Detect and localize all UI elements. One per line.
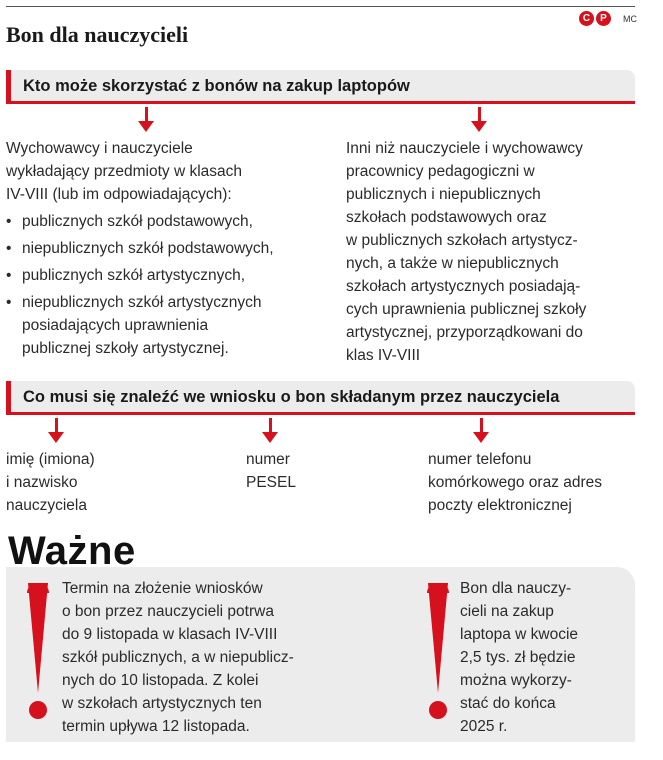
text-line: termin upływa 12 listopada. <box>62 718 250 735</box>
deadline-note <box>62 577 362 738</box>
list-item: • publicznych szkół podstawowych, <box>6 210 336 233</box>
page-title: Bon dla nauczycieli <box>6 22 189 47</box>
required-pesel <box>246 448 396 494</box>
text-line: w publicznych szkołach artystycz- <box>346 232 578 249</box>
school-type-list <box>6 210 336 360</box>
list-item: • publicznych szkół artystycznych, <box>6 264 336 287</box>
text-line: można wykorzy- <box>460 672 572 689</box>
text-line: klas IV-VIII <box>346 347 421 364</box>
text-line: 2025 r. <box>460 718 508 735</box>
important-title: Ważne <box>8 529 136 573</box>
section-heading-text: Co musi się znaleźć we wniosku o bon składanym przez nauczyciela <box>23 388 560 406</box>
text-line: stać do końca <box>460 695 556 712</box>
eligibility-other-staff <box>346 137 636 367</box>
text-line: laptopa w kwocie <box>460 626 579 643</box>
voucher-note <box>460 577 630 738</box>
text-line: poczty elektronicznej <box>428 497 572 514</box>
list-item: • niepublicznych szkół podstawowych, <box>6 237 336 260</box>
text-line: szkół publicznych, a w niepublicz- <box>62 649 294 666</box>
text-line: szkołach podstawowych oraz <box>346 209 547 226</box>
arrow-down-icon <box>262 418 278 444</box>
required-name <box>6 448 206 517</box>
text-line: numer telefonu <box>428 451 532 468</box>
list-item: • niepublicznych szkół artystycznych posiadających uprawnienia publicznej szkoły artystycznej. <box>6 291 336 360</box>
section-heading-application <box>6 381 635 415</box>
exclamation-icon <box>427 583 449 723</box>
text-line: komórkowego oraz adres <box>428 474 603 491</box>
text-line: cieli na zakup <box>460 603 554 620</box>
exclamation-icon <box>27 583 49 723</box>
text-line: 2,5 tys. zł będzie <box>460 649 576 666</box>
text-line: publicznych i niepublicznych <box>346 186 541 203</box>
text-line: w szkołach artystycznych ten <box>62 695 262 712</box>
arrow-down-icon <box>48 418 64 444</box>
text-line: cych uprawnienia publicznej szkoły <box>346 301 587 318</box>
text-line: pracownicy pedagogiczni w <box>346 163 535 180</box>
intro-line: Wychowawcy i nauczyciele <box>6 140 193 157</box>
text-line: Inni niż nauczyciele i wychowawcy <box>346 140 583 157</box>
brand-logo <box>579 11 637 26</box>
required-contact <box>428 448 660 517</box>
text-line: nych do 10 listopada. Z kolei <box>62 672 259 689</box>
section-heading-eligibility <box>6 70 635 104</box>
brand-c-icon: C <box>579 11 594 26</box>
arrow-down-icon <box>473 418 489 444</box>
section-heading-text: Kto może skorzystać z bonów na zakup laptopów <box>23 77 410 95</box>
intro-line: wykładający przedmioty w klasach <box>6 163 243 180</box>
author-initials: MC <box>623 13 637 24</box>
text-line: nauczyciela <box>6 497 87 514</box>
intro-line: IV-VIII (lub im odpowiadających): <box>6 186 232 203</box>
eligibility-teachers <box>6 137 336 360</box>
arrow-down-icon <box>138 107 154 133</box>
text-line: artystycznej, przyporządkowani do <box>346 324 583 341</box>
text-line: numer <box>246 451 290 468</box>
arrow-down-icon <box>471 107 487 133</box>
text-line: szkołach artystycznych posiadają- <box>346 278 581 295</box>
top-rule <box>6 6 635 7</box>
text-line: imię (imiona) <box>6 451 95 468</box>
text-line: o bon przez nauczycieli potrwa <box>62 603 274 620</box>
text-line: nych, a także w niepublicznych <box>346 255 559 272</box>
text-line: i nazwisko <box>6 474 78 491</box>
text-line: Termin na złożenie wniosków <box>62 580 263 597</box>
text-line: do 9 listopada w klasach IV-VIII <box>62 626 278 643</box>
text-line: PESEL <box>246 474 296 491</box>
text-line: Bon dla nauczy- <box>460 580 572 597</box>
brand-p-icon: P <box>596 11 611 26</box>
